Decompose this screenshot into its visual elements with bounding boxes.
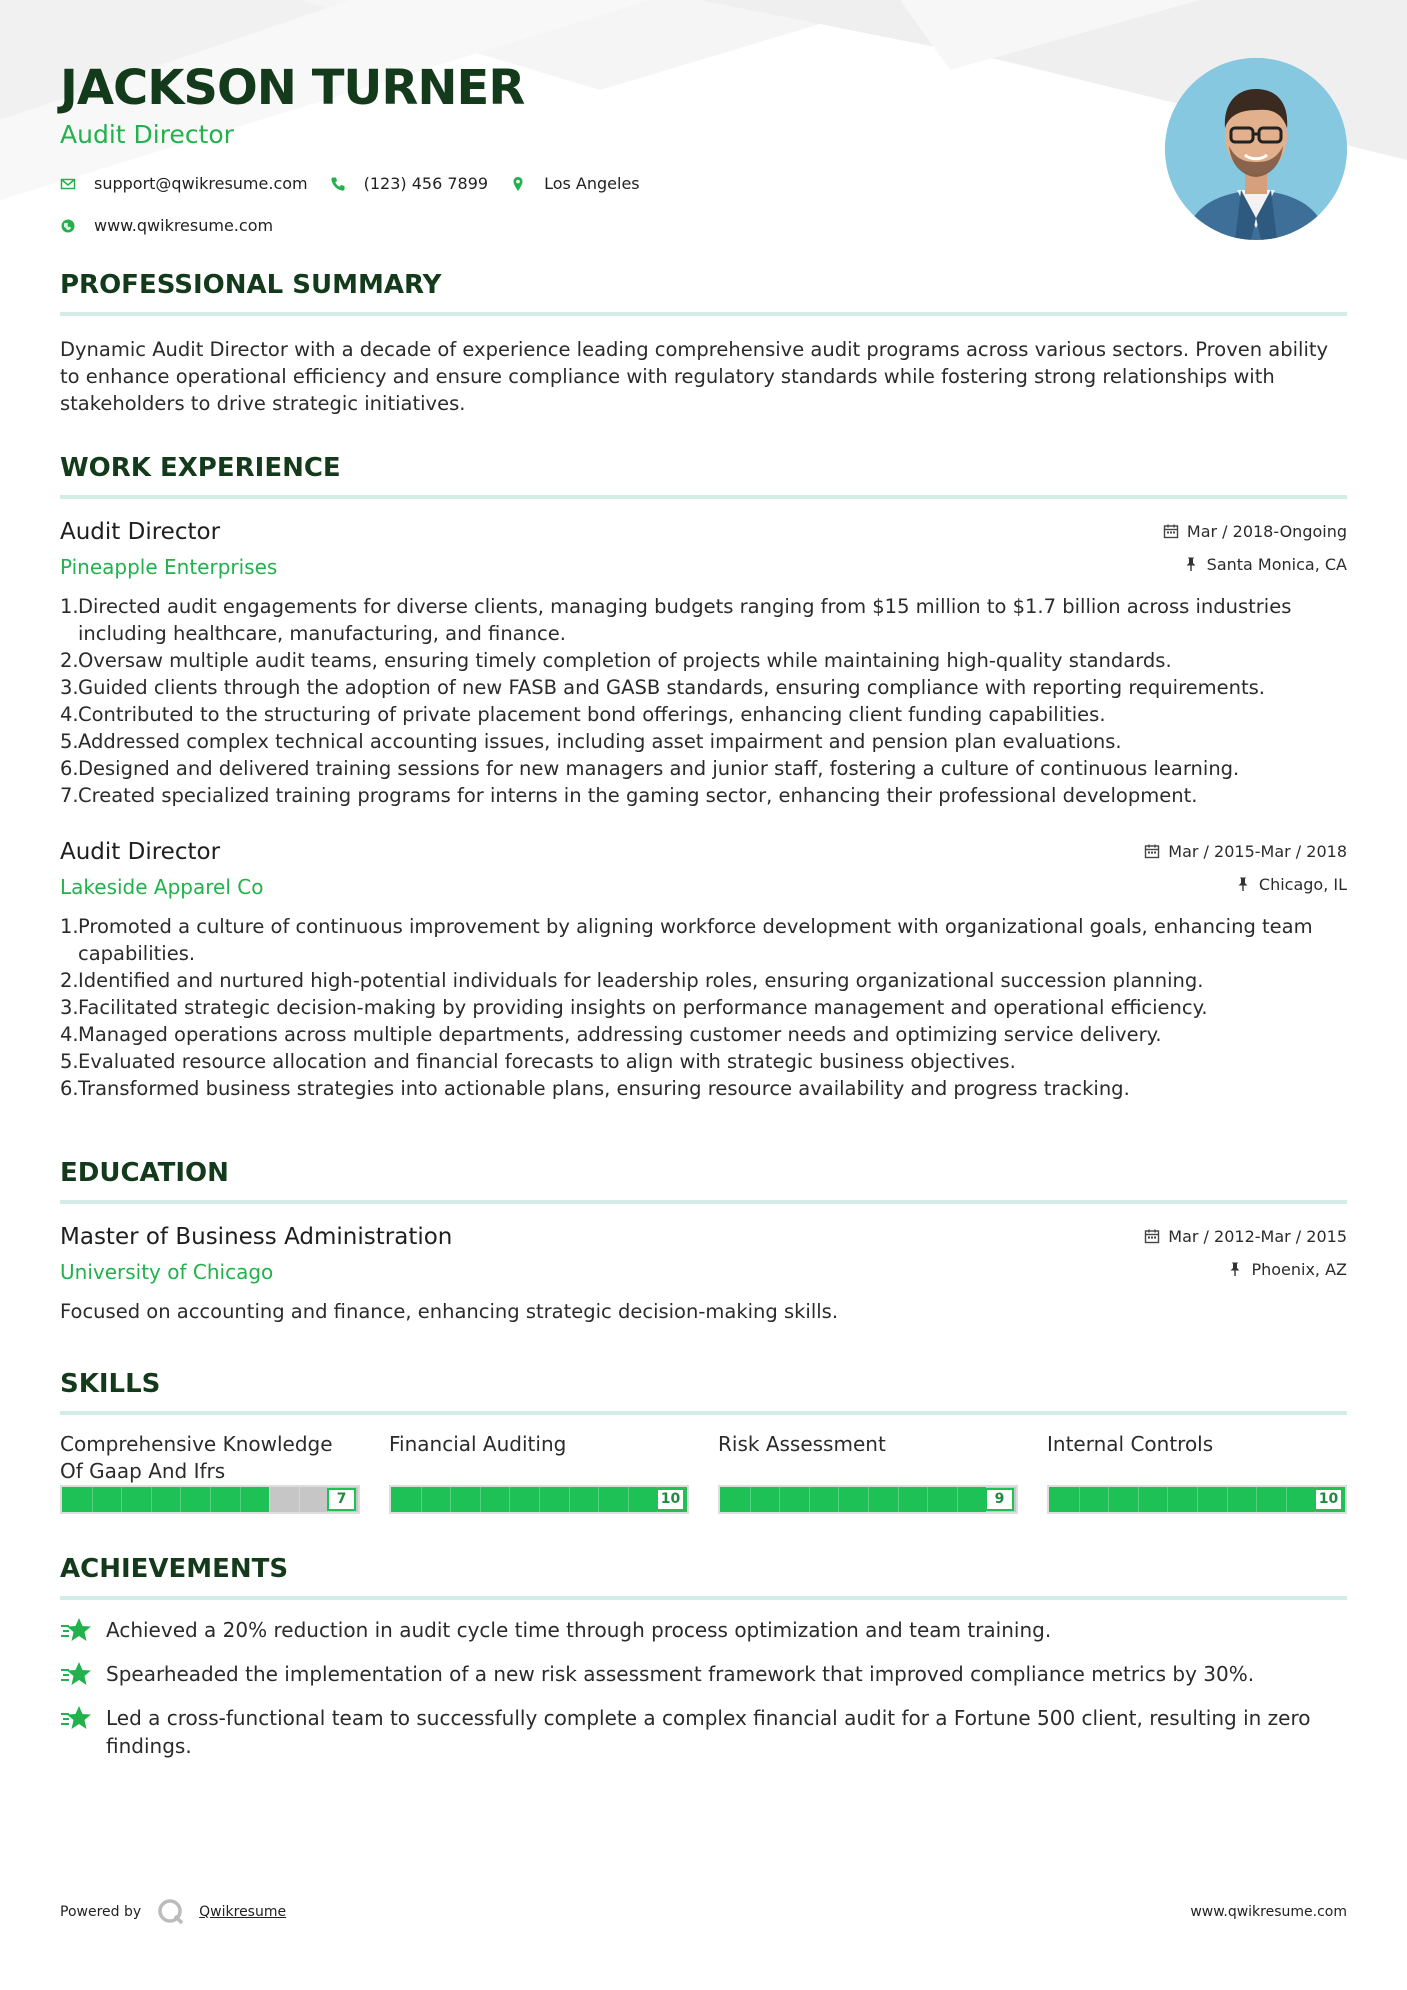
- experience-section: [60, 453, 1347, 1102]
- skill-bar-segment: [1227, 1487, 1228, 1512]
- education-date: [1144, 1224, 1347, 1248]
- skill-bar-segment: [927, 1487, 928, 1512]
- skill-name: Internal Controls: [1047, 1432, 1214, 1456]
- skill-bar-segment: [121, 1487, 122, 1512]
- list-item: Facilitated strategic decision-making by providing insights on performance management and operational efficiency.: [78, 996, 1208, 1019]
- skill-bar-segment: [450, 1487, 451, 1512]
- skill-item: [1047, 1431, 1347, 1514]
- phone-text: (123) 456 7899: [363, 174, 489, 193]
- skill-bar-segment: [868, 1487, 869, 1512]
- pushpin-icon: [1183, 556, 1199, 572]
- contact-row: [60, 174, 662, 193]
- contact-email[interactable]: [60, 174, 308, 193]
- skill-bar-segment: [957, 1487, 958, 1512]
- job-location: [1144, 872, 1347, 896]
- skill-level-badge: 10: [656, 1488, 685, 1511]
- list-item: Transformed business strategies into actionable plans, ensuring resource availability and progress tracking.: [78, 1077, 1130, 1100]
- skill-bar: [718, 1485, 1018, 1514]
- job-entry: [60, 519, 1347, 809]
- skill-bar-segment: [898, 1487, 899, 1512]
- skill-bar-segment: [1256, 1487, 1257, 1512]
- achievement-text: Led a cross-functional team to successfully complete a complex financial audit for a Fortune 500 client, resulting in zero findings.: [106, 1706, 1311, 1758]
- list-item: Managed operations across multiple departments, addressing customer needs and optimizing service delivery.: [78, 1023, 1162, 1046]
- star-badge-icon: [60, 1704, 92, 1732]
- skill-bar-segment: [598, 1487, 599, 1512]
- skill-bar-segment: [750, 1487, 751, 1512]
- skill-level-badge: 7: [327, 1488, 356, 1511]
- skill-bar-segment: [180, 1487, 181, 1512]
- achievements-heading: ACHIEVEMENTS: [60, 1554, 1347, 1600]
- job-location: [1163, 552, 1347, 576]
- skill-bar-segment: [569, 1487, 570, 1512]
- skill-bar-segment: [509, 1487, 510, 1512]
- education-meta: [1144, 1224, 1347, 1281]
- skill-name: Risk Assessment: [718, 1432, 886, 1456]
- skill-bar-segment: [240, 1487, 241, 1512]
- skill-bar-segment: [480, 1487, 481, 1512]
- summary-section: [60, 270, 1347, 417]
- job-bullets: [60, 913, 1347, 1102]
- job-location-text: Santa Monica, CA: [1206, 554, 1347, 574]
- globe-icon: [60, 218, 76, 234]
- skills-grid: [60, 1431, 1347, 1514]
- list-item: Contributed to the structuring of private placement bond offerings, enhancing client funding capabilities.: [78, 703, 1106, 726]
- skill-bar-segment: [1167, 1487, 1168, 1512]
- achievements-list: [60, 1616, 1347, 1760]
- calendar-icon: [1163, 523, 1179, 539]
- achievement-text: Spearheaded the implementation of a new risk assessment framework that improved compliance metrics by 30%.: [106, 1662, 1255, 1686]
- resume-header: [60, 0, 1347, 270]
- job-date: [1163, 519, 1347, 543]
- list-item: Addressed complex technical accounting issues, including asset impairment and pension plan evaluations.: [78, 730, 1122, 753]
- summary-heading: PROFESSIONAL SUMMARY: [60, 270, 1347, 316]
- skill-bar-segment: [838, 1487, 839, 1512]
- contact-website[interactable]: [60, 216, 273, 235]
- skill-bar-segment: [779, 1487, 780, 1512]
- job-entry: [60, 839, 1347, 1102]
- pushpin-icon: [1235, 876, 1251, 892]
- calendar-icon: [1144, 843, 1160, 859]
- email-text: support@qwikresume.com: [94, 174, 308, 193]
- skill-bar-segment: [809, 1487, 810, 1512]
- phone-icon: [330, 176, 346, 192]
- list-item: [60, 1660, 1347, 1688]
- skill-item: [60, 1431, 360, 1514]
- job-meta: [1163, 519, 1347, 576]
- envelope-icon: [60, 176, 76, 192]
- website-text: www.qwikresume.com: [94, 216, 274, 235]
- skills-heading: SKILLS: [60, 1369, 1347, 1415]
- skill-bar-segment: [421, 1487, 422, 1512]
- page-footer: [60, 1898, 1347, 1926]
- list-item: Guided clients through the adoption of new FASB and GASB standards, ensuring compliance with reporting requirements.: [78, 676, 1266, 699]
- degree-title: Master of Business Administration: [60, 1224, 453, 1250]
- job-date-text: Mar / 2018-Ongoing: [1186, 521, 1347, 541]
- calendar-icon: [1144, 1228, 1160, 1244]
- skill-bar-segment: [151, 1487, 152, 1512]
- map-pin-icon: [510, 176, 526, 192]
- candidate-name: JACKSON TURNER: [60, 60, 525, 116]
- achievements-section: [60, 1554, 1347, 1760]
- education-section: [60, 1158, 1347, 1325]
- skill-bar-fill: [62, 1487, 269, 1512]
- education-heading: EDUCATION: [60, 1158, 1347, 1204]
- job-date-text: Mar / 2015-Mar / 2018: [1168, 841, 1347, 861]
- job-company: Lakeside Apparel Co: [60, 875, 264, 899]
- experience-heading: WORK EXPERIENCE: [60, 453, 1347, 499]
- list-item: [60, 1616, 1347, 1644]
- education-location: [1144, 1257, 1347, 1281]
- skill-item: [389, 1431, 689, 1514]
- skill-bar-segment: [92, 1487, 93, 1512]
- profile-photo: [1165, 58, 1347, 240]
- skill-bar-segment: [1138, 1487, 1139, 1512]
- skill-bar-segment: [539, 1487, 540, 1512]
- skill-bar: [60, 1485, 360, 1514]
- skill-bar-segment: [1197, 1487, 1198, 1512]
- skill-bar: [1047, 1485, 1347, 1514]
- achievement-text: Achieved a 20% reduction in audit cycle time through process optimization and team training.: [106, 1618, 1052, 1642]
- skill-bar-segment: [1079, 1487, 1080, 1512]
- qwikresume-logo-icon: [157, 1898, 185, 1926]
- education-location-text: Phoenix, AZ: [1251, 1259, 1347, 1279]
- job-bullets: [60, 593, 1347, 809]
- education-entry: [60, 1224, 1347, 1325]
- skill-name: Financial Auditing: [389, 1432, 567, 1456]
- skill-bar-segment: [299, 1487, 300, 1512]
- job-date: [1144, 839, 1347, 863]
- list-item: Designed and delivered training sessions for new managers and junior staff, fostering a culture of continuous learning.: [78, 757, 1240, 780]
- education-description: Focused on accounting and finance, enhancing strategic decision-making skills.: [60, 1300, 839, 1323]
- list-item: Evaluated resource allocation and financial forecasts to align with strategic business objectives.: [78, 1050, 1016, 1073]
- skill-level-badge: 9: [985, 1488, 1014, 1511]
- candidate-title: Audit Director: [60, 120, 234, 149]
- job-title: Audit Director: [60, 519, 221, 545]
- list-item: Identified and nurtured high-potential individuals for leadership roles, ensuring organizational succession planning.: [78, 969, 1204, 992]
- list-item: Created specialized training programs for interns in the gaming sector, enhancing their professional development.: [78, 784, 1198, 807]
- skill-bar-segment: [210, 1487, 211, 1512]
- job-location-text: Chicago, IL: [1258, 874, 1347, 894]
- list-item: Oversaw multiple audit teams, ensuring timely completion of projects while maintaining high-quality standards.: [78, 649, 1172, 672]
- contact-location: [510, 174, 640, 193]
- powered-by-label: Powered by: [60, 1904, 142, 1920]
- brand-link[interactable]: Qwikresume: [199, 1904, 287, 1920]
- contact-phone[interactable]: [330, 174, 488, 193]
- skill-bar-segment: [628, 1487, 629, 1512]
- location-text: Los Angeles: [544, 174, 640, 193]
- skill-item: [718, 1431, 1018, 1514]
- job-meta: [1144, 839, 1347, 896]
- skill-bar-segment: [1108, 1487, 1109, 1512]
- list-item: Promoted a culture of continuous improvement by aligning workforce development with organizational goals, enhancing team capabilities.: [78, 915, 1313, 965]
- footer-url[interactable]: www.qwikresume.com: [1190, 1904, 1347, 1920]
- pushpin-icon: [1227, 1261, 1243, 1277]
- star-badge-icon: [60, 1660, 92, 1688]
- skill-bar-segment: [269, 1487, 270, 1512]
- star-badge-icon: [60, 1616, 92, 1644]
- list-item: Directed audit engagements for diverse clients, managing budgets ranging from $15 million to $1.7 billion across industries including healthcare, manufacturing, and finance.: [78, 595, 1292, 645]
- summary-text: Dynamic Audit Director with a decade of experience leading comprehensive audit programs across various sectors. Proven ability to enhance operational efficiency and ensure compliance with regulatory standards while fostering strong relationships with stakeholders to drive strategic initiatives.: [60, 338, 1329, 415]
- job-title: Audit Director: [60, 839, 221, 865]
- list-item: [60, 1704, 1347, 1760]
- skills-section: [60, 1369, 1347, 1514]
- contact-row-2: [60, 216, 295, 235]
- school-name: University of Chicago: [60, 1260, 274, 1284]
- skill-name: Comprehensive Knowledge Of Gaap And Ifrs: [60, 1432, 333, 1483]
- skill-bar-segment: [1286, 1487, 1287, 1512]
- skill-level-badge: 10: [1314, 1488, 1343, 1511]
- powered-by: [60, 1898, 286, 1926]
- skill-bar-fill: [720, 1487, 986, 1512]
- education-date-text: Mar / 2012-Mar / 2015: [1168, 1226, 1347, 1246]
- skill-bar: [389, 1485, 689, 1514]
- job-company: Pineapple Enterprises: [60, 555, 278, 579]
